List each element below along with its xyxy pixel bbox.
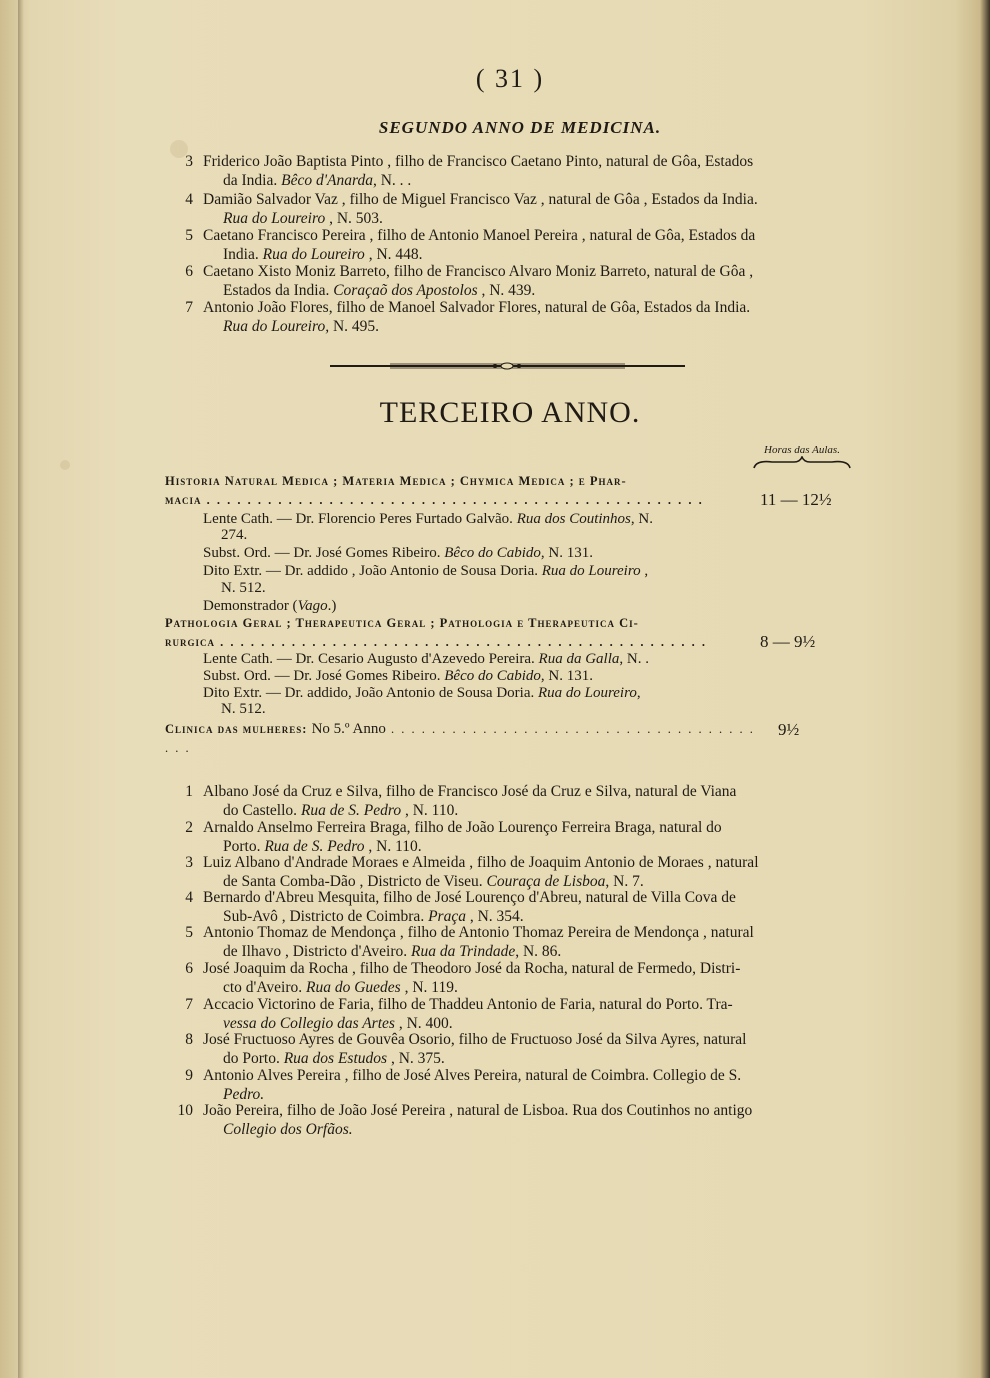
course-note: No 5.º Anno [311,721,386,737]
entry-line: Damião Salvador Vaz , filho de Miguel Francisco Vaz , natural de Gôa , Estados da India. [203,191,758,208]
entry-address: Rua da Trindade [411,943,516,960]
entry-number: 7 [185,299,193,316]
entry-line: José Fructuoso Ayres de Gouvêa Osorio, filho de Fructuoso José da Silva Ayres, natural [203,1031,747,1048]
course-title-cont: rurgica . . . . . . . . . . . . . . . . . . . . . . . . . . . . . . . . . . . . . . . . . . . . . . . . [165,635,708,649]
entry-address: Bêco d'Anarda [281,172,373,189]
list-item [185,152,853,190]
section-title-terceiro: TERCEIRO ANNO. [379,396,641,429]
entry-number-tail: , N. 448. [364,246,423,263]
list-item [185,923,853,961]
entry-number: 6 [185,263,193,280]
entry-line: Antonio Alves Pereira , filho de José Alves Pereira, natural de Coimbra. Collegio de S. [203,1067,742,1084]
list-item [185,226,853,264]
entry-text: Estados da India. [223,282,334,299]
entry-number-tail: , N. 503. [325,210,383,227]
entry-number: 1 [185,783,193,800]
entry-address: Rua do Loureiro, [223,318,330,335]
entry-line: José Joaquim da Rocha , filho de Theodoro José da Rocha, natural de Fermedo, Distri- [203,960,741,977]
entry-number: 3 [185,854,193,871]
entry-address: Pedro. [223,1086,265,1103]
entry-line-2 [203,1120,853,1139]
page-gutter-shadow [18,0,24,1378]
list-item [185,1030,853,1068]
list-item [185,262,853,300]
list-item [185,818,853,856]
entry-line: Friderico João Baptista Pinto , filho de Francisco Caetano Pinto, natural de Gôa, Estados [203,153,754,170]
entry-line: Arnaldo Anselmo Ferreira Braga, filho de João Lourenço Ferreira Braga, natural do [203,819,722,836]
entry-number: 2 [185,819,193,836]
staff-lente: Lente Cath. — Dr. Cesario Augusto d'Azevedo Pereira. Rua da Galla, N. . [203,651,649,667]
entry-number-tail: N. 495. [329,318,380,335]
entry-address: Praça [428,908,466,925]
staff-dito-cont: N. 512. [221,701,266,717]
entry-line: Albano José da Cruz e Silva, filho de Francisco José da Cruz e Silva, natural de Viana [203,783,737,800]
staff-address: Bêco do Cabido [444,545,541,561]
course-heading: Clinica das mulheres: No 5.º Anno . . . . . . . . . . . . . . . . . . . . . . . . . . . . . . . . . . . . . . . [165,721,755,755]
course-heading [165,614,755,652]
staff-address: Bêco do Cabido [444,668,541,684]
entry-line-2 [203,317,853,336]
entry-number: 4 [185,889,193,906]
entry-line-2 [203,171,853,190]
list-item [185,853,853,891]
course-title: Pathologia Geral ; Therapeutica Geral ; Pathologia e Therapeutica Ci- [165,616,639,630]
entry-number: 6 [185,960,193,977]
list-item [185,959,853,997]
brace-ornament [752,456,852,470]
list-item [185,782,853,820]
entry-line: Caetano Francisco Pereira , filho de Antonio Manoel Pereira , natural de Gôa, Estados da [203,227,756,244]
section-title-segundo: SEGUNDO ANNO DE MEDICINA. [378,118,662,137]
entry-address: Rua de S. Pedro [264,838,365,855]
entry-line-2: de Santa Comba-Dão , Districto de Viseu. Couraça de Lisboa, N. 7. [223,873,644,890]
entry-address: Rua de S. Pedro [300,802,402,819]
ornamental-divider [330,362,685,370]
entry-number: 5 [185,924,193,941]
staff-address: Rua dos Coutinhos [516,511,631,527]
paper-stain [60,460,70,470]
list-item [185,190,853,228]
course-title: Clinica das mulheres: [165,722,308,736]
staff-address: Rua da Galla [538,651,620,667]
entry-number: 3 [185,153,193,170]
entry-line-2: cto d'Aveiro. Rua do Guedes , N. 119. [223,979,458,996]
entry-line-2: do Castello. Rua de S. Pedro , N. 110. [223,802,459,819]
entry-line: Antonio João Flores, filho de Manoel Salvador Flores, natural de Gôa, Estados da India. [203,299,751,316]
entry-address: Rua dos Estudos [283,1050,388,1067]
entry-address: Coraçaõ dos Apostolos [333,282,478,299]
staff-lente-cont: 274. [221,527,248,543]
staff-demonstrador: Demonstrador (Vago.) [203,598,337,614]
entry-line: Accacio Victorino de Faria, filho de Thaddeu Antonio de Faria, natural do Porto. Tra- [203,996,733,1013]
entry-number: 5 [185,227,193,244]
entry-text: India. [223,246,263,263]
entry-number: 8 [185,1031,193,1048]
entry-line: Caetano Xisto Moniz Barreto, filho de Francisco Alvaro Moniz Barreto, natural de Gôa , [203,263,754,280]
entry-line: Luiz Albano d'Andrade Moraes e Almeida , filho de Joaquim Antonio de Moraes , natural [203,854,759,871]
entry-number: 10 [177,1102,193,1119]
staff-dito: Dito Extr. — Dr. addido, João Antonio de Sousa Doria. Rua do Loureiro, [203,685,641,701]
entry-number: 7 [185,996,193,1013]
staff-address: Rua do Loureiro [541,563,641,579]
staff-subst: Subst. Ord. — Dr. José Gomes Ribeiro. Bêco do Cabido, N. 131. [203,545,593,561]
staff-address: Rua do Loureiro [537,685,637,701]
entry-number-tail: , N. . . [372,172,412,189]
staff-dito: Dito Extr. — Dr. addido , João Antonio de Sousa Doria. Rua do Loureiro , [203,563,649,579]
entry-address: Rua do Loureiro [223,210,326,227]
list-item [177,1101,853,1139]
entry-line-2: vessa do Collegio das Artes , N. 400. [223,1015,453,1032]
course-hours: 9½ [778,720,800,739]
entry-address: Rua do Loureiro [262,246,365,263]
entry-number: 4 [185,191,193,208]
entry-line-2: do Porto. Rua dos Estudos , N. 375. [223,1050,445,1067]
entry-line-2: Sub-Avô , Districto de Coimbra. Praça , N. 354. [223,908,524,925]
entry-address: Collegio dos Orfãos. [223,1121,353,1138]
entry-line-2: de Ilhavo , Districto d'Aveiro. Rua da Trindade, N. 86. [223,943,562,960]
course-hours: 8 — 9½ [760,632,816,651]
hours-column-header: Horas das Aulas. [764,444,840,456]
entry-line: Antonio Thomaz de Mendonça , filho de Antonio Thomaz Pereira de Mendonça , natural [203,924,754,941]
course-title: Historia Natural Medica ; Materia Medica ; Chymica Medica ; e Phar- [165,474,627,488]
entry-text: da India. [223,172,282,189]
entry-number: 9 [185,1067,193,1084]
staff-lente: Lente Cath. — Dr. Florencio Peres Furtado Galvão. Rua dos Coutinhos, N. [203,511,653,527]
entry-line: Bernardo d'Abreu Mesquita, filho de José Lourenço d'Abreu, natural de Villa Cova de [203,889,736,906]
entry-address: Rua do Guedes [306,979,401,996]
staff-subst: Subst. Ord. — Dr. José Gomes Ribeiro. Bêco do Cabido, N. 131. [203,668,593,684]
staff-dito-cont: N. 512. [221,580,266,596]
entry-address: vessa do Collegio das Artes [223,1015,395,1032]
list-item [185,888,853,926]
entry-line-2: Porto. Rua de S. Pedro , N. 110. [223,838,422,855]
course-heading [165,472,755,510]
entry-line: João Pereira, filho de João José Pereira , natural de Lisboa. Rua dos Coutinhos no antigo [203,1102,753,1119]
page-number: ( 31 ) [475,64,545,93]
list-item [185,995,853,1033]
entry-number-tail: , N. 439. [477,282,536,299]
list-item [185,298,853,336]
course-title-cont: macia . . . . . . . . . . . . . . . . . . . . . . . . . . . . . . . . . . . . . . . . . . . . . . . . . [165,493,704,507]
list-item [185,1066,853,1104]
entry-address: Couraça de Lisboa [486,873,606,890]
course-hours: 11 — 12½ [760,490,832,509]
